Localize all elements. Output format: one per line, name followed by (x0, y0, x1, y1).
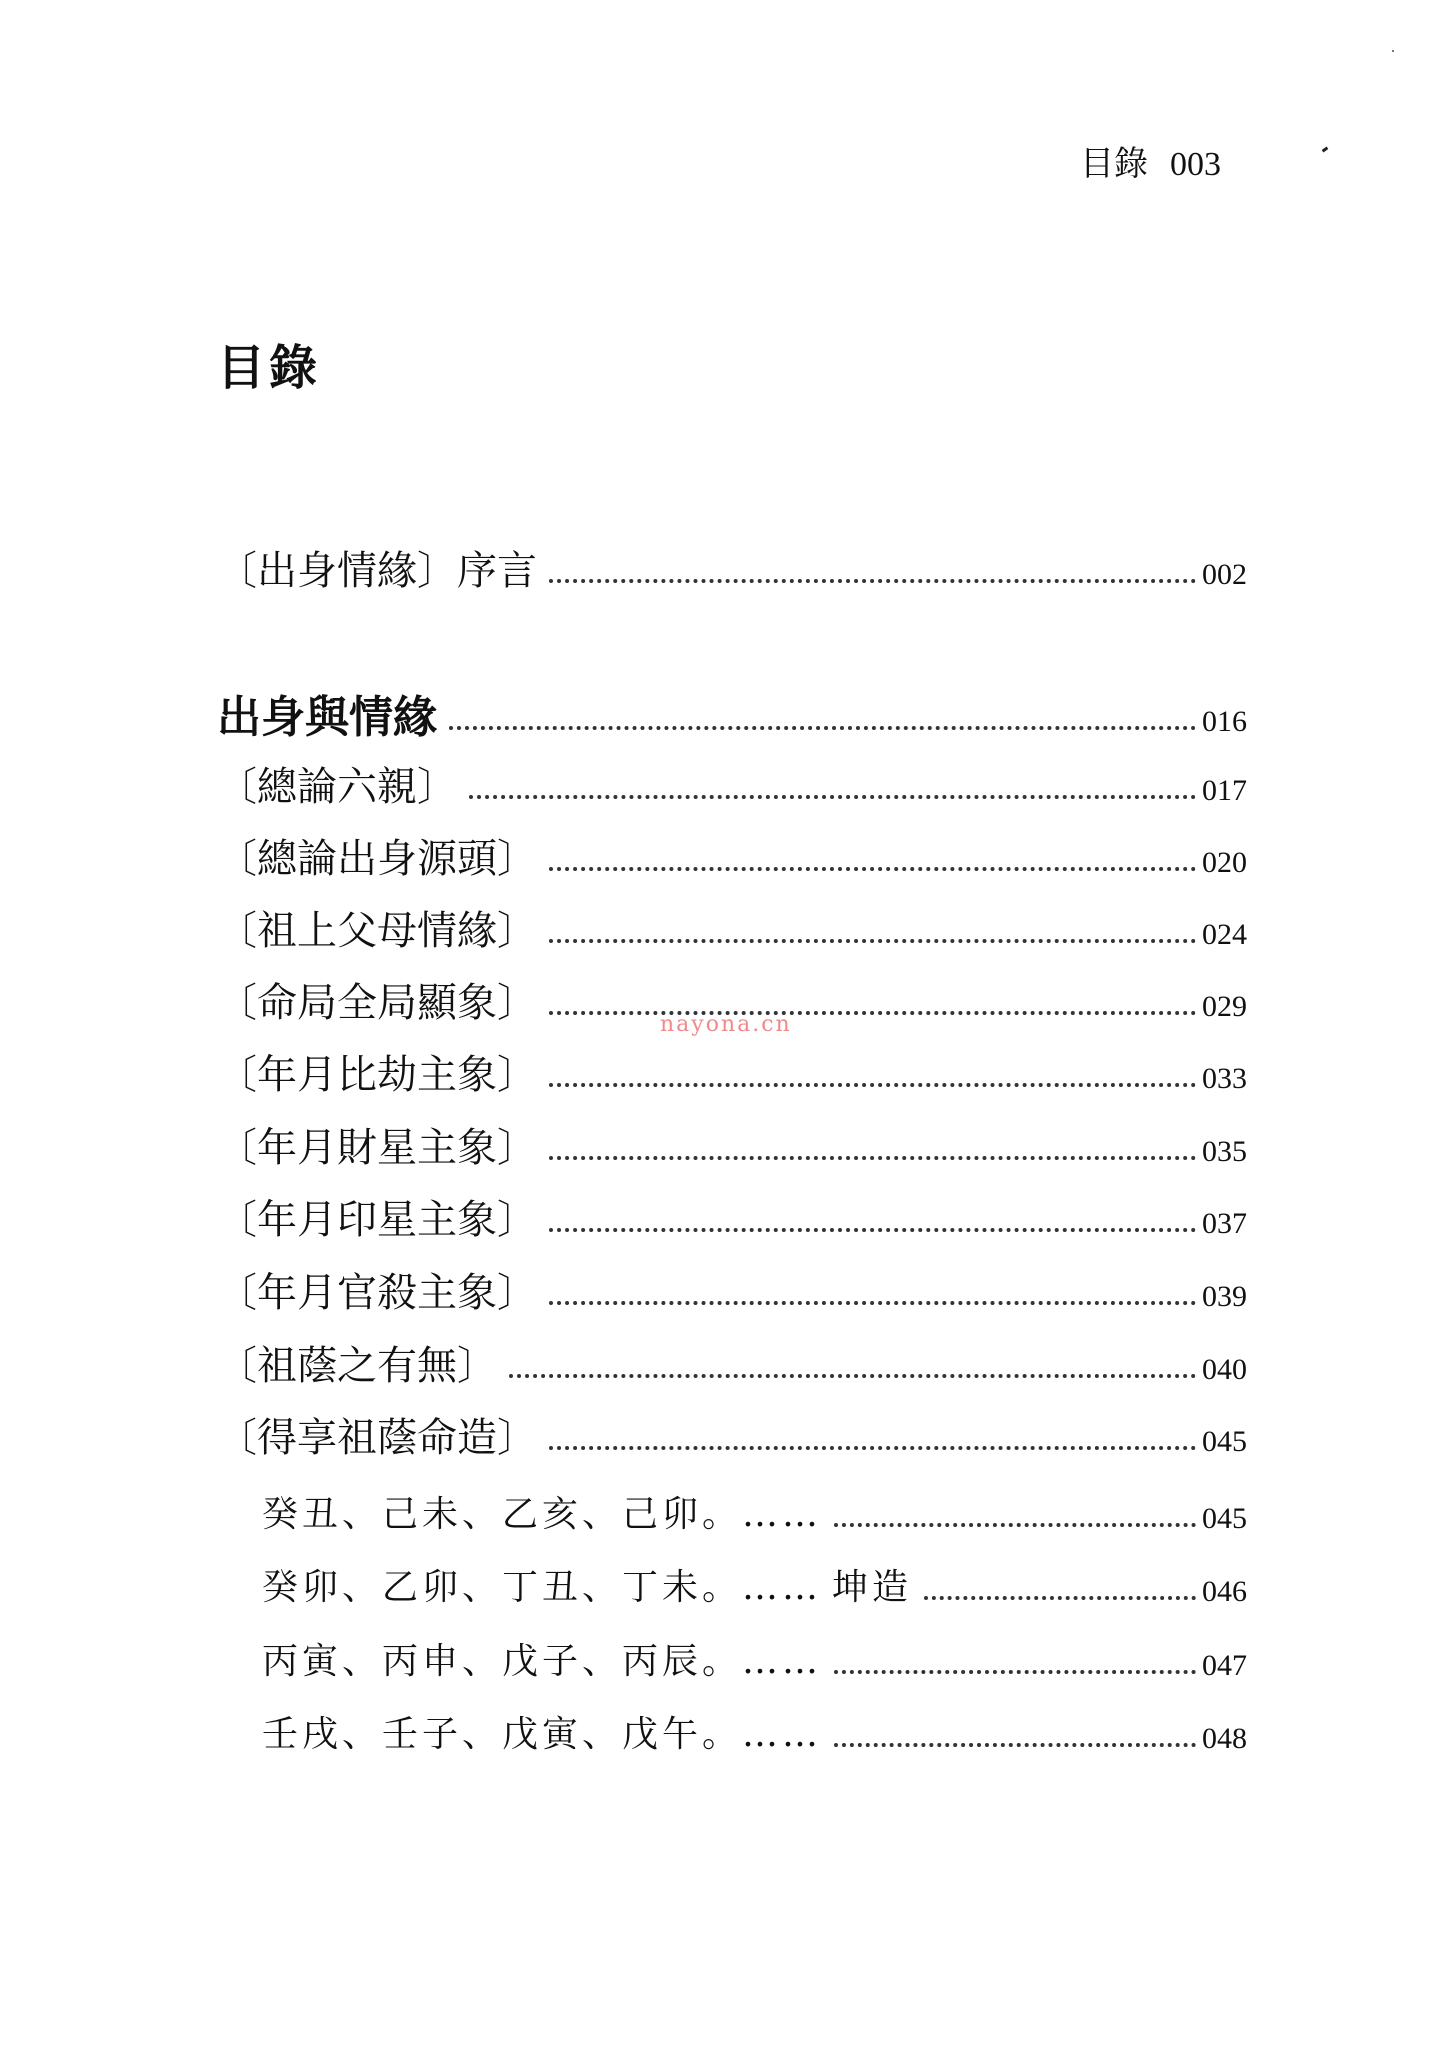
dot-leader (549, 1083, 1196, 1087)
toc-sub-entry (262, 1562, 1247, 1614)
dot-leader (549, 1011, 1196, 1015)
toc-entry-page: 016 (1202, 705, 1247, 738)
toc-entry-page: 045 (1202, 1425, 1247, 1458)
toc-entry-label: 〔總論六親〕 (217, 764, 457, 810)
toc-entry-page: 035 (1202, 1135, 1247, 1168)
toc-entry (217, 1267, 1247, 1319)
dot-leader (834, 1670, 1196, 1674)
toc-entry-page: 029 (1202, 990, 1247, 1023)
running-head-title: 目錄 (1080, 144, 1148, 184)
dot-leader (549, 1301, 1196, 1305)
toc-entry-page: 040 (1202, 1353, 1247, 1386)
toc-entry-label: 壬戌、壬子、戊寅、戊午。…… (262, 1714, 823, 1755)
running-head-page-number: 003 (1170, 146, 1221, 183)
page-title: 目錄 (217, 340, 322, 396)
toc-entry-label: 〔命局全局顯象〕 (217, 980, 537, 1026)
toc-entry-page: 048 (1202, 1722, 1247, 1755)
toc-entry-page: 033 (1202, 1062, 1247, 1095)
toc-entry (217, 1194, 1247, 1246)
toc-sub-entry (262, 1489, 1247, 1541)
toc-entry-label: 〔祖上父母情緣〕 (217, 908, 537, 954)
toc-entry-note: 坤造 (832, 1567, 913, 1608)
dot-leader (549, 579, 1196, 583)
dot-leader (449, 726, 1196, 730)
toc-entry-label: 〔得享祖蔭命造〕 (217, 1415, 537, 1461)
scan-dot (1392, 50, 1394, 52)
dot-leader (469, 795, 1196, 799)
dot-leader (924, 1596, 1196, 1600)
toc-entry (217, 905, 1247, 957)
toc-entry-page: 039 (1202, 1280, 1247, 1313)
toc-entry-page: 045 (1202, 1502, 1247, 1535)
toc-entry-label: 〔總論出身源頭〕 (217, 836, 537, 882)
toc-sub-entry (262, 1709, 1247, 1761)
toc-entry (217, 1412, 1247, 1464)
watermark: nayona.cn (660, 1012, 792, 1037)
toc-entry (217, 1049, 1247, 1101)
dot-leader (549, 1228, 1196, 1232)
toc-entry (217, 1122, 1247, 1174)
toc-entry (217, 1340, 1247, 1392)
toc-entry-label: 癸丑、己未、乙亥、己卯。…… (262, 1494, 823, 1535)
dot-leader (834, 1523, 1196, 1527)
toc-entry-label: 〔年月比劫主象〕 (217, 1052, 537, 1098)
toc-entry-label: 出身與情緣 (217, 692, 437, 743)
toc-entry-page: 046 (1202, 1575, 1247, 1608)
toc-entry-page: 002 (1202, 558, 1247, 591)
running-head (1080, 142, 1221, 187)
toc-entry-label: 〔年月官殺主象〕 (217, 1270, 537, 1316)
dot-leader (549, 867, 1196, 871)
dot-leader (834, 1743, 1196, 1747)
dot-leader (549, 1156, 1196, 1160)
toc-entry (217, 833, 1247, 885)
toc-entry-page: 037 (1202, 1207, 1247, 1240)
dot-leader (549, 1446, 1196, 1450)
toc-sub-entry (262, 1636, 1247, 1688)
toc-entry-page: 047 (1202, 1649, 1247, 1682)
toc-entry-label: 〔祖蔭之有無〕 (217, 1343, 497, 1389)
toc-entry-page: 017 (1202, 774, 1247, 807)
toc-entry-label: 丙寅、丙申、戊子、丙辰。…… (262, 1641, 823, 1682)
toc-entry-page: 024 (1202, 918, 1247, 951)
toc-entry-label: 〔年月印星主象〕 (217, 1197, 537, 1243)
toc-entry-label: 〔出身情緣〕序言 (217, 548, 537, 594)
toc-entry-part-heading (217, 692, 1247, 744)
toc-entry (217, 761, 1247, 813)
dot-leader (509, 1374, 1196, 1378)
toc-entry-page: 020 (1202, 846, 1247, 879)
dot-leader (549, 939, 1196, 943)
toc-entry-label: 癸卯、乙卯、丁丑、丁未。…… (262, 1567, 823, 1608)
toc-entry-label: 〔年月財星主象〕 (217, 1125, 537, 1171)
toc-entry-preface (217, 545, 1247, 597)
corner-mark (1322, 147, 1329, 153)
